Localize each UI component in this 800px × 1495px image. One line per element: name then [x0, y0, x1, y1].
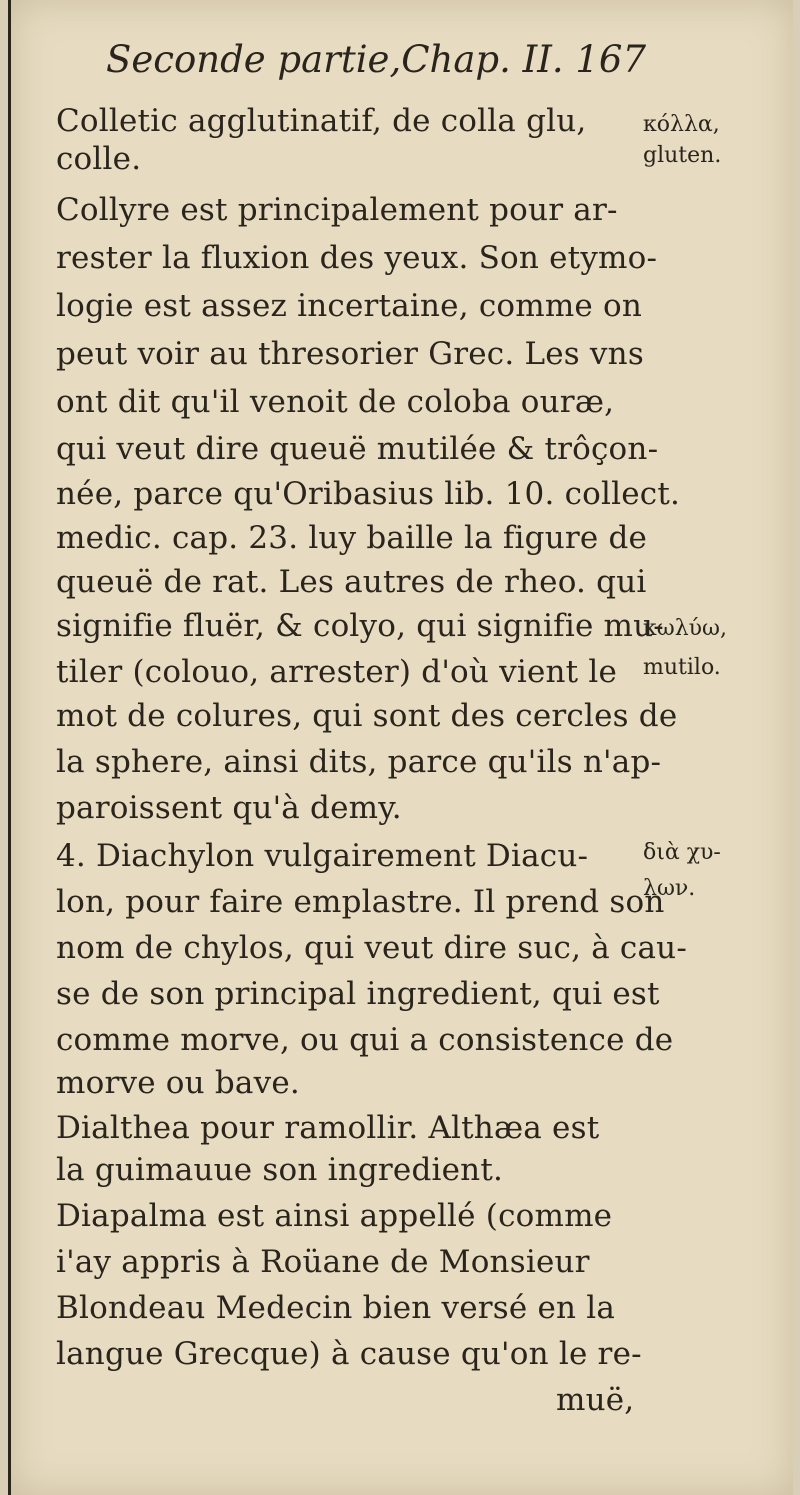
text-line: comme morve, ou qui a consistence de — [56, 1022, 674, 1058]
text-line: queuë de rat. Les autres de rheo. qui — [56, 564, 647, 600]
text-line: mot de colures, qui sont des cercles de — [56, 698, 678, 734]
text-line: colle. — [56, 141, 142, 177]
margin-note: διὰ χυ- — [643, 840, 721, 865]
text-line: peut voir au thresorier Grec. Les vns — [56, 336, 644, 372]
text-line: qui veut dire queuë mutilée & trôçon- — [56, 431, 659, 467]
margin-note: λων. — [643, 876, 696, 901]
book-page — [8, 0, 793, 1495]
text-line: Blondeau Medecin bien versé en la — [56, 1290, 616, 1326]
margin-note: mutilo. — [643, 655, 721, 680]
text-line: Colletic agglutinatif, de colla glu, — [56, 103, 587, 139]
text-line: langue Grecque) à cause qu'on le re- — [56, 1336, 642, 1372]
text-line: signifie fluër, & colyo, qui signifie mu- — [56, 608, 664, 644]
text-line: i'ay appris à Roüane de Monsieur — [56, 1244, 590, 1280]
text-line: Collyre est principalement pour ar- — [56, 192, 618, 228]
margin-note: κωλύω, — [643, 616, 727, 641]
text-line: muë, — [556, 1382, 635, 1418]
margin-note: gluten. — [643, 143, 722, 168]
margin-note: κόλλα, — [643, 112, 720, 137]
text-line: ont dit qu'il venoit de coloba ouræ, — [56, 384, 615, 420]
text-line: Diapalma est ainsi appellé (comme — [56, 1198, 613, 1234]
text-line: nom de chylos, qui veut dire suc, à cau- — [56, 930, 688, 966]
text-line: paroissent qu'à demy. — [56, 790, 402, 826]
text-line: lon, pour faire emplastre. Il prend son — [56, 884, 665, 920]
text-line: tiler (colouo, arrester) d'où vient le — [56, 654, 618, 690]
text-line: morve ou bave. — [56, 1065, 300, 1101]
text-line: la guimauue son ingredient. — [56, 1152, 504, 1188]
text-line: 4. Diachylon vulgairement Diacu- — [56, 838, 589, 874]
running-header: Seconde partie,Chap. II. 167 — [106, 38, 646, 81]
text-line: medic. cap. 23. luy baille la figure de — [56, 520, 648, 556]
text-line: rester la fluxion des yeux. Son etymo- — [56, 240, 658, 276]
text-line: née, parce qu'Oribasius lib. 10. collect. — [56, 476, 681, 512]
text-line: logie est assez incertaine, comme on — [56, 288, 643, 324]
text-line: la sphere, ainsi dits, parce qu'ils n'ap- — [56, 744, 662, 780]
text-line: se de son principal ingredient, qui est — [56, 976, 660, 1012]
text-line: Dialthea pour ramollir. Althæa est — [56, 1110, 600, 1146]
